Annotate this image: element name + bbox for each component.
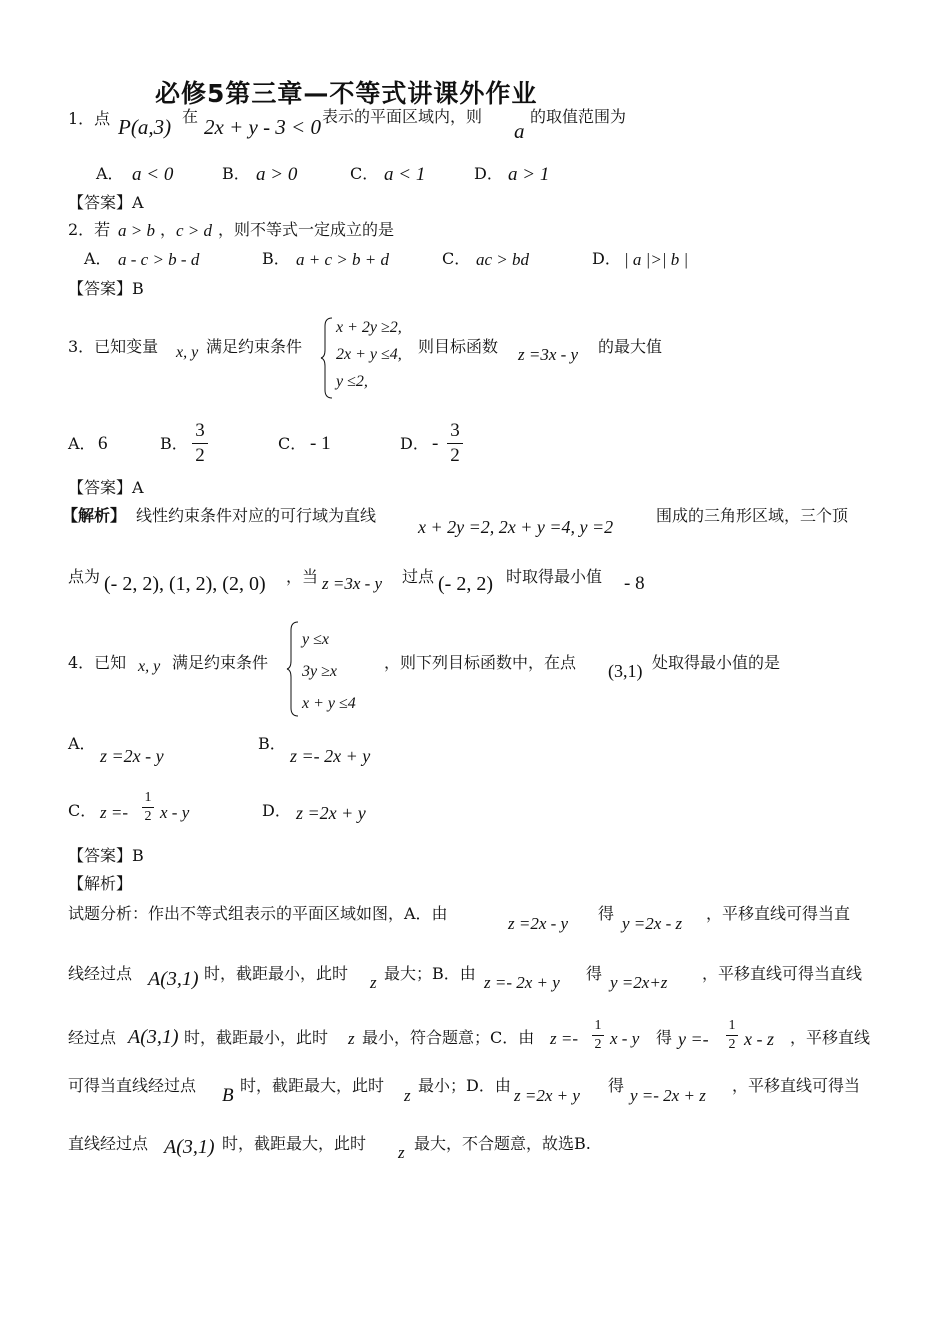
q4-a4-z: z — [404, 1086, 411, 1105]
q2-opt-d: | a |>| b | — [624, 250, 689, 269]
q4-a3-get: 得 — [656, 1028, 673, 1047]
page-title: 必修5第三章—不等式讲课外作业 — [155, 79, 538, 108]
q4-opt-b-label: B． — [258, 734, 286, 753]
q3-point: (- 2, 2) — [438, 573, 493, 595]
q4-a5-z: z — [398, 1143, 405, 1162]
q4-a4-text-2: 最小；D．由 — [418, 1076, 511, 1095]
q3-analysis-1: 线性约束条件对应的可行域为直线 — [136, 506, 377, 525]
q3-text-1: 满足约束条件 — [206, 337, 303, 356]
q1-point: P(a,3) — [118, 115, 172, 139]
q4-opt-c-numerator: 1 — [144, 790, 152, 805]
q4-vars: x, y — [138, 658, 161, 675]
q3-constraint-2: 2x + y ≤4, — [336, 346, 402, 363]
q3-objective-2: z =3x - y — [322, 574, 383, 593]
q4-a3-eq2-suffix: x - z — [744, 1029, 774, 1049]
q4-a4-end: ，平移直线可得当 — [732, 1076, 861, 1095]
q2-opt-c: ac > bd — [476, 250, 530, 269]
q3-brace — [320, 316, 334, 400]
q4-analysis-label: 【解析】 — [68, 874, 133, 893]
q3-objective: z =3x - y — [518, 345, 579, 364]
q4-opt-c-suffix: x - y — [160, 803, 190, 822]
q4-a2-point: A(3,1) — [148, 968, 199, 990]
q3-number: 3．已知变量 — [68, 337, 159, 356]
q3-vars: x, y — [176, 344, 199, 361]
q3-answer: 【答案】A — [68, 478, 144, 497]
q3-text-2: 则目标函数 — [418, 337, 499, 356]
q4-a1-get: 得 — [598, 904, 615, 923]
q1-opt-c-label: C． — [350, 164, 379, 183]
q4-point: (3,1) — [608, 661, 643, 681]
q4-a2-text-2: 最大；B．由 — [384, 964, 476, 983]
q2-answer: 【答案】B — [68, 279, 144, 298]
q3-opt-b-label: B． — [160, 434, 188, 453]
q4-a3-end: ，平移直线 — [790, 1028, 871, 1047]
q2-opt-a: a - c > b - d — [118, 250, 200, 269]
q3-analysis-3: 点为 — [68, 567, 101, 586]
q3-constraint-1: x + 2y ≥2, — [336, 319, 402, 336]
q3-analysis-2: 围成的三角形区域，三个顶 — [656, 506, 849, 525]
q1-inequality: 2x + y - 3 < 0 — [204, 115, 321, 139]
q4-a3-eq1-prefix: z =- — [550, 1029, 578, 1048]
q4-opt-c-label: C． — [68, 801, 97, 820]
q2-opt-c-label: C． — [442, 249, 471, 268]
q4-opt-a: z =2x - y — [100, 746, 164, 766]
q3-opt-c: - 1 — [310, 433, 331, 454]
q2-text: ，则不等式一定成立的是 — [218, 220, 395, 239]
q4-a3-fraction-1-num: 1 — [594, 1018, 602, 1033]
q3-opt-d-label: D． — [400, 434, 429, 453]
q4-number: 4．已知 — [68, 653, 127, 672]
q3-vertices: (- 2, 2), (1, 2), (2, 0) — [104, 573, 266, 595]
q3-opt-d-denominator: 2 — [450, 445, 460, 466]
q4-constraints — [302, 624, 356, 720]
q4-a4-eq1: z =2x + y — [514, 1086, 580, 1105]
q1-opt-c: a < 1 — [384, 164, 426, 185]
q4-a3-fraction-2 — [726, 1018, 738, 1053]
q3-analysis-6: 时取得最小值 — [506, 567, 603, 586]
q3-opt-b-numerator: 3 — [195, 420, 205, 441]
q4-a2-eq2: y =2x+z — [610, 973, 668, 992]
q4-a2-eq1: z =- 2x + y — [484, 973, 560, 992]
q4-a5-text: 时，截距最大，此时 — [222, 1134, 367, 1153]
q4-a3-point: A(3,1) — [128, 1026, 179, 1048]
q3-opt-b-fraction — [192, 420, 208, 467]
q4-analysis-1: 试题分析：作出不等式组表示的平面区域如图，A．由 — [68, 904, 448, 923]
q3-opt-d-sign: - — [432, 433, 439, 454]
q4-opt-d: z =2x + y — [296, 803, 366, 823]
q4-a2-z: z — [370, 973, 377, 992]
q1-opt-d: a > 1 — [508, 164, 550, 185]
q4-text-1: 满足约束条件 — [172, 653, 269, 672]
q1-opt-a-label: A． — [96, 164, 124, 183]
q4-a4-b: B — [222, 1085, 234, 1106]
q3-min-value: - 8 — [624, 573, 645, 594]
q4-a5-end: 最大，不合题意，故选B. — [414, 1134, 591, 1153]
q4-analysis-2: 线经过点 — [68, 964, 133, 983]
q3-opt-d-numerator: 3 — [450, 420, 460, 441]
q1-answer: 【答案】A — [68, 193, 144, 212]
q4-a4-eq2: y =- 2x + z — [630, 1086, 706, 1105]
q4-a3-text-2: 最小，符合题意；C．由 — [362, 1028, 535, 1047]
q3-opt-d-fraction — [447, 420, 463, 467]
q4-opt-a-label: A． — [68, 734, 96, 753]
q1-text: 表示的平面区域内，则 — [322, 107, 483, 126]
q3-constraint-3: y ≤2, — [336, 373, 368, 390]
q4-opt-c-fraction — [142, 790, 154, 825]
q4-text-2: ，则下列目标函数中，在点 — [384, 653, 577, 672]
q4-constraint-2: 3y ≥x — [302, 663, 337, 680]
q4-opt-d-label: D． — [262, 801, 291, 820]
q4-a3-eq1-suffix: x - y — [610, 1029, 640, 1048]
q4-brace — [286, 620, 300, 718]
q4-constraint-3: x + y ≤4 — [302, 695, 356, 712]
q4-analysis-3: 经过点 — [68, 1028, 117, 1047]
q4-opt-c-prefix: z =- — [100, 803, 128, 822]
q2-cond-1: a > b — [118, 221, 155, 240]
q1-opt-d-label: D． — [474, 164, 503, 183]
q4-a3-z: z — [348, 1029, 355, 1048]
q4-a2-end: ，平移直线可得当直线 — [702, 964, 863, 983]
q4-analysis-4: 可得当直线经过点 — [68, 1076, 197, 1095]
q4-opt-b: z =- 2x + y — [290, 746, 371, 766]
q4-a4-get: 得 — [608, 1076, 625, 1095]
q4-opt-c-denominator: 2 — [144, 809, 152, 824]
q3-opt-a-label: A． — [68, 434, 96, 453]
q4-a1-eq2: y =2x - z — [622, 914, 683, 933]
q4-answer: 【答案】B — [68, 846, 144, 865]
q3-analysis-4: ，当 — [286, 567, 319, 586]
q3-text-3: 的最大值 — [598, 337, 663, 356]
q4-a2-text-1: 时，截距最小，此时 — [204, 964, 349, 983]
q2-number: 2．若 — [68, 220, 111, 239]
q2-opt-b-label: B． — [262, 249, 290, 268]
q4-a5-point: A(3,1) — [164, 1136, 215, 1158]
q3-analysis-5: 过点 — [402, 567, 435, 586]
q1-opt-b: a > 0 — [256, 164, 298, 185]
q2-cond-2: c > d — [176, 221, 213, 240]
q4-a3-fraction-1-den: 2 — [594, 1037, 602, 1052]
q4-constraint-1: y ≤x — [302, 631, 329, 648]
q4-a3-eq2-prefix: y =- — [678, 1029, 709, 1049]
q3-analysis-label: 【解析】 — [62, 506, 127, 525]
q4-a1-end: ，平移直线可得当直 — [706, 904, 851, 923]
q4-a4-text-1: 时，截距最大，此时 — [240, 1076, 385, 1095]
q1-tail: 的取值范围为 — [530, 107, 627, 126]
q2-opt-a-label: A． — [84, 249, 112, 268]
q2-opt-b: a + c > b + d — [296, 250, 389, 269]
q1-opt-b-label: B． — [222, 164, 250, 183]
q2-comma: ， — [160, 220, 177, 239]
q4-a3-fraction-2-num: 1 — [728, 1018, 736, 1033]
q1-number: 1．点 — [68, 109, 111, 128]
q4-a3-fraction-2-den: 2 — [728, 1037, 736, 1052]
q1-var: a — [514, 119, 525, 143]
q4-a1-eq1: z =2x - y — [508, 914, 569, 933]
q4-text-3: 处取得最小值的是 — [652, 653, 781, 672]
q1-opt-a: a < 0 — [132, 164, 174, 185]
q4-a2-get: 得 — [586, 964, 603, 983]
q2-opt-d-label: D． — [592, 249, 621, 268]
q4-analysis-5: 直线经过点 — [68, 1134, 149, 1153]
q3-lines: x + 2y =2, 2x + y =4, y =2 — [418, 517, 614, 537]
q3-opt-c-label: C． — [278, 434, 307, 453]
q3-opt-b-denominator: 2 — [195, 445, 205, 466]
q1-in: 在 — [182, 107, 199, 126]
q3-opt-a: 6 — [98, 433, 108, 454]
q4-a3-fraction-1 — [592, 1018, 604, 1053]
q4-a3-text-1: 时，截距最小，此时 — [184, 1028, 329, 1047]
q3-constraints — [336, 314, 402, 395]
